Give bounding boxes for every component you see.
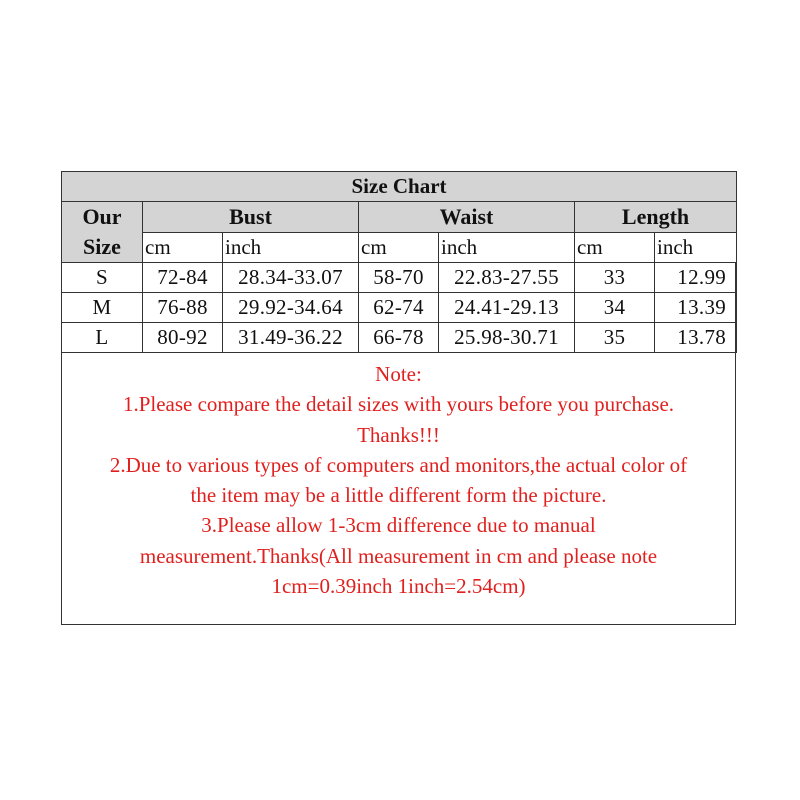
bust-cm-cell: 72-84 bbox=[143, 263, 223, 293]
length-inch-cell: 13.39 bbox=[655, 293, 737, 323]
bust-cm-unit: cm bbox=[143, 232, 223, 263]
bust-inch-cell: 28.34-33.07 bbox=[223, 263, 359, 293]
note-heading: Note: bbox=[375, 362, 422, 386]
note-line: measurement.Thanks(All measurement in cm and please note bbox=[139, 543, 658, 568]
note-line: Thanks!!! bbox=[357, 422, 440, 447]
waist-header: Waist bbox=[359, 202, 575, 233]
bust-inch-cell: 31.49-36.22 bbox=[223, 323, 359, 353]
waist-inch-cell: 25.98-30.71 bbox=[439, 323, 575, 353]
size-column-header bbox=[62, 202, 143, 263]
length-header: Length bbox=[575, 202, 737, 233]
bust-cm-cell: 80-92 bbox=[143, 323, 223, 353]
chart-title: Size Chart bbox=[62, 172, 737, 202]
size-header-top: Our bbox=[82, 204, 122, 229]
waist-cm-cell: 62-74 bbox=[359, 293, 439, 323]
length-cm-cell: 35 bbox=[575, 323, 655, 353]
length-cm-cell: 33 bbox=[575, 263, 655, 293]
size-header-bottom: Size bbox=[83, 234, 121, 259]
bust-header: Bust bbox=[143, 202, 359, 233]
length-cm-cell: 34 bbox=[575, 293, 655, 323]
length-cm-unit: cm bbox=[575, 232, 655, 263]
note-line: 1cm=0.39inch 1inch=2.54cm) bbox=[271, 574, 526, 599]
table-row bbox=[62, 323, 737, 353]
length-inch-unit: inch bbox=[655, 232, 737, 263]
size-table bbox=[61, 171, 737, 353]
waist-inch-cell: 22.83-27.55 bbox=[439, 263, 575, 293]
bust-inch-cell: 29.92-34.64 bbox=[223, 293, 359, 323]
note-line: the item may be a little different form the picture. bbox=[190, 483, 607, 508]
notes-section bbox=[62, 359, 735, 601]
size-cell: S bbox=[62, 263, 143, 293]
bust-cm-cell: 76-88 bbox=[143, 293, 223, 323]
note-line: 2.Due to various types of computers and monitors,the actual color of bbox=[109, 452, 688, 477]
size-cell: L bbox=[62, 323, 143, 353]
table-row bbox=[62, 293, 737, 323]
waist-cm-unit: cm bbox=[359, 232, 439, 263]
waist-inch-unit: inch bbox=[439, 232, 575, 263]
note-line: 1.Please compare the detail sizes with yours before you purchase. bbox=[122, 392, 675, 417]
table-row bbox=[62, 263, 737, 293]
waist-cm-cell: 66-78 bbox=[359, 323, 439, 353]
size-chart bbox=[61, 171, 736, 625]
waist-cm-cell: 58-70 bbox=[359, 263, 439, 293]
bust-inch-unit: inch bbox=[223, 232, 359, 263]
length-inch-cell: 12.99 bbox=[655, 263, 737, 293]
note-line: 3.Please allow 1-3cm difference due to manual bbox=[201, 513, 596, 538]
waist-inch-cell: 24.41-29.13 bbox=[439, 293, 575, 323]
size-cell: M bbox=[62, 293, 143, 323]
length-inch-cell: 13.78 bbox=[655, 323, 737, 353]
